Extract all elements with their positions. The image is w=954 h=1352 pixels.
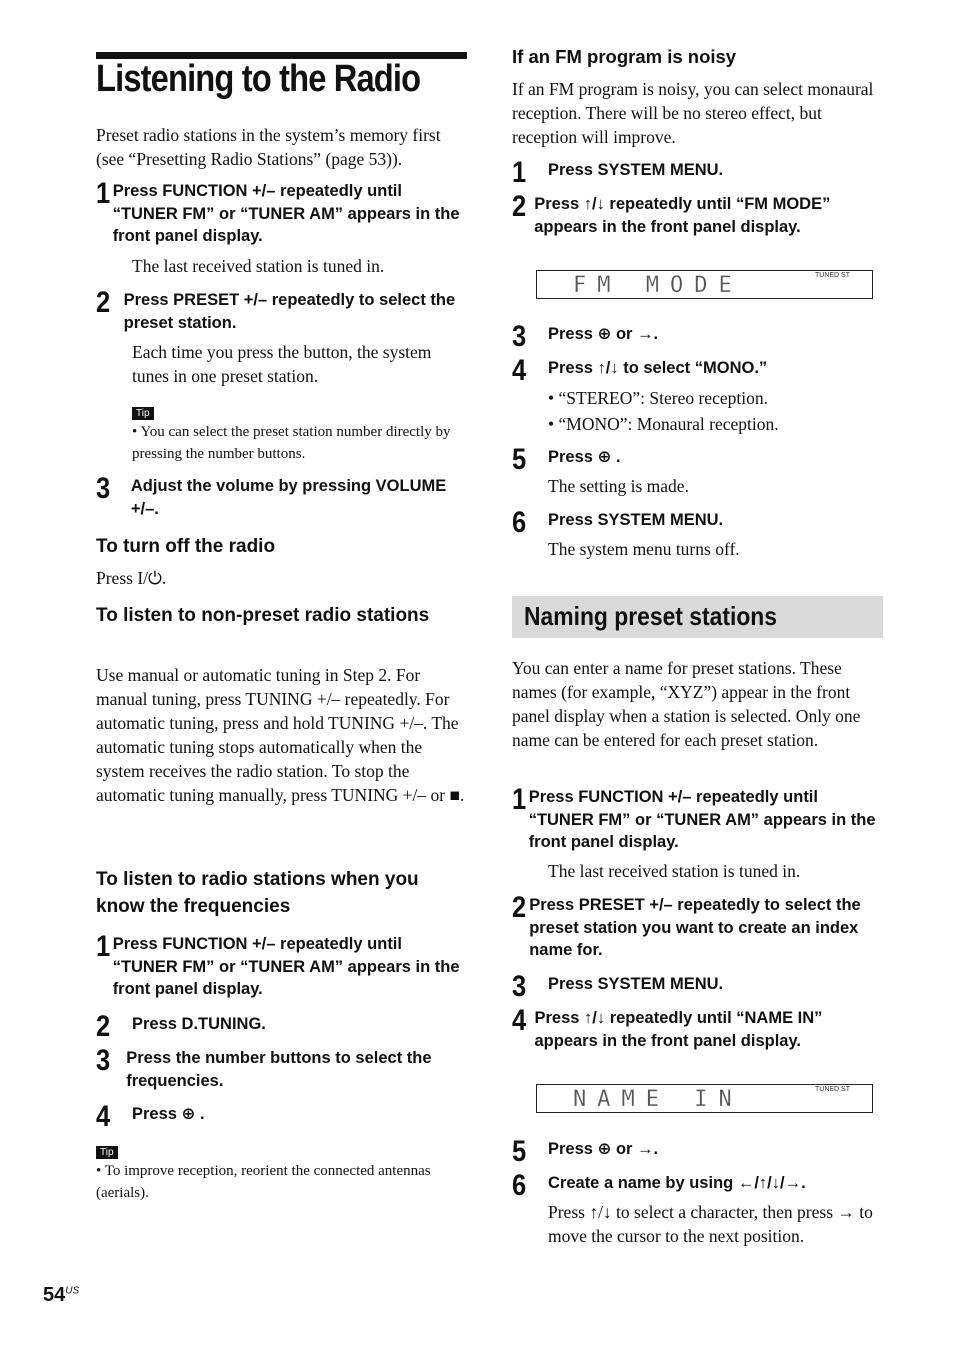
step-note: The last received station is tuned in. xyxy=(132,256,385,276)
step-number: 2 xyxy=(96,1010,111,1043)
step-text: Press SYSTEM MENU. xyxy=(548,975,724,993)
step-number: 1 xyxy=(512,156,527,189)
step-text: Press SYSTEM MENU. xyxy=(548,161,724,179)
step-text: Press ⊕ or →. xyxy=(548,325,659,343)
page-region: US xyxy=(65,1285,80,1297)
step-text: Press ⊕ or →. xyxy=(548,1140,659,1158)
section-band xyxy=(512,596,883,638)
tuned-indicator: TUNED ST xyxy=(815,272,850,279)
step-text: Press ⊕ . xyxy=(132,1105,205,1123)
freq-step-1 xyxy=(96,930,468,1001)
step-number: 3 xyxy=(96,1044,111,1077)
noisy-text: If an FM program is noisy, you can select monaural reception. There will be no stereo effect, but reception will improve. xyxy=(512,79,874,147)
step-text: Adjust the volume by pressing VOLUME +/–. xyxy=(130,477,447,518)
step-number: 4 xyxy=(512,354,527,387)
freq-step-4 xyxy=(96,1100,468,1133)
noisy-step-3 xyxy=(512,320,884,353)
step-note: The setting is made. xyxy=(548,476,689,496)
naming-text: You can enter a name for preset stations. These names (for example, “XYZ”) appear in the front panel display when a station is selected. Only one name can be entered for each preset station. xyxy=(512,658,861,750)
intro-text: Preset radio stations in the system’s memory first (see “Presetting Radio Stations” (page 53)). xyxy=(96,125,441,169)
step-number: 5 xyxy=(512,1135,527,1168)
step-number: 3 xyxy=(512,970,527,1003)
front-panel-display xyxy=(536,270,873,299)
noisy-step-4 xyxy=(512,354,884,387)
bullet-mono: • “MONO”: Monaural reception. xyxy=(548,414,779,434)
tuned-indicator: TUNED ST xyxy=(815,1086,850,1093)
step-text: Press PRESET +/– repeatedly to select the preset station. xyxy=(123,291,456,332)
bullet-stereo: • “STEREO”: Stereo reception. xyxy=(548,388,768,408)
step-note: The last received station is tuned in. xyxy=(548,861,801,881)
step-number: 4 xyxy=(96,1100,111,1133)
step-note: The system menu turns off. xyxy=(548,539,740,559)
step-number: 2 xyxy=(512,190,527,223)
step-text: Press ↑/↓ to select “MONO.” xyxy=(548,359,768,377)
step-text: Press D.TUNING. xyxy=(132,1015,266,1033)
step-text: Press PRESET +/– repeatedly to select the preset station you want to create an index name for. xyxy=(529,896,861,959)
step-number: 6 xyxy=(512,1169,527,1202)
step-text: Press ↑/↓ repeatedly until “NAME IN” appears in the front panel display. xyxy=(534,1009,823,1050)
naming-step-5 xyxy=(512,1135,884,1168)
naming-step-1 xyxy=(512,783,884,854)
tip-label: Tip xyxy=(96,1146,118,1159)
step-number: 3 xyxy=(96,472,111,505)
step-number: 3 xyxy=(512,320,527,353)
freq-step-3 xyxy=(96,1044,468,1092)
naming-step-4 xyxy=(512,1004,884,1052)
step-number: 2 xyxy=(512,891,527,924)
tip-text: • You can select the preset station number directly by pressing the number buttons. xyxy=(132,424,451,462)
step-text: Press FUNCTION +/– repeatedly until “TUNER FM” or “TUNER AM” appears in the front panel display. xyxy=(528,788,876,851)
page-title: Listening to the Radio xyxy=(96,58,421,100)
step-text: Create a name by using ←/↑/↓/→. xyxy=(548,1174,806,1192)
tip-label: Tip xyxy=(132,407,154,420)
step-text: Press SYSTEM MENU. xyxy=(548,511,724,529)
step-3 xyxy=(96,472,468,520)
noisy-step-5 xyxy=(512,443,884,476)
naming-step-2 xyxy=(512,891,884,962)
heading-noisy: If an FM program is noisy xyxy=(512,46,737,67)
heading-frequencies: To listen to radio stations when you know the frequencies xyxy=(96,869,419,917)
step-text: Press ↑/↓ repeatedly until “FM MODE” appears in the front panel display. xyxy=(534,195,831,236)
step-note: Press ↑/↓ to select a character, then press → to move the cursor to the next position. xyxy=(548,1202,873,1246)
display-text: NAME IN xyxy=(573,1087,743,1112)
step-text: Press FUNCTION +/– repeatedly until “TUNER FM” or “TUNER AM” appears in the front panel display. xyxy=(112,182,460,245)
heading-non-preset: To listen to non-preset radio stations xyxy=(96,605,430,626)
display-text: FM MODE xyxy=(573,273,743,298)
step-2 xyxy=(96,286,468,334)
step-number: 4 xyxy=(512,1004,527,1037)
noisy-step-6 xyxy=(512,506,884,539)
step-note: Each time you press the button, the system tunes in one preset station. xyxy=(132,342,432,386)
step-text: Press the number buttons to select the frequencies. xyxy=(126,1049,432,1090)
step-number: 2 xyxy=(96,286,111,319)
step-1 xyxy=(96,177,468,248)
step-text: Press FUNCTION +/– repeatedly until “TUNER FM” or “TUNER AM” appears in the front panel display. xyxy=(112,935,460,998)
section-heading: Naming preset stations xyxy=(524,601,778,631)
turn-off-text: Press I/⏻. xyxy=(96,568,167,588)
heading-turn-off: To turn off the radio xyxy=(96,536,276,557)
noisy-step-2 xyxy=(512,190,884,238)
freq-step-2 xyxy=(96,1010,468,1043)
step-number: 5 xyxy=(512,443,527,476)
naming-step-6 xyxy=(512,1169,884,1202)
tip-text: • To improve reception, reorient the connected antennas (aerials). xyxy=(96,1163,431,1201)
non-preset-text: Use manual or automatic tuning in Step 2. For manual tuning, press TUNING +/– repeatedly. For automatic tuning, press and hold TUNING +/–. The automatic tuning stops automatically when the system receives the radio station. To stop the automatic tuning manually, press TUNING +/– or ■. xyxy=(96,665,465,805)
step-text: Press ⊕ . xyxy=(548,448,621,466)
noisy-step-1 xyxy=(512,156,884,189)
step-number: 6 xyxy=(512,506,527,539)
front-panel-display xyxy=(536,1084,873,1113)
page-number xyxy=(43,1284,79,1307)
step-number: 1 xyxy=(96,930,111,963)
naming-step-3 xyxy=(512,970,884,1003)
step-number: 1 xyxy=(96,177,111,210)
page-number-value: 54 xyxy=(43,1284,66,1306)
step-number: 1 xyxy=(512,783,527,816)
